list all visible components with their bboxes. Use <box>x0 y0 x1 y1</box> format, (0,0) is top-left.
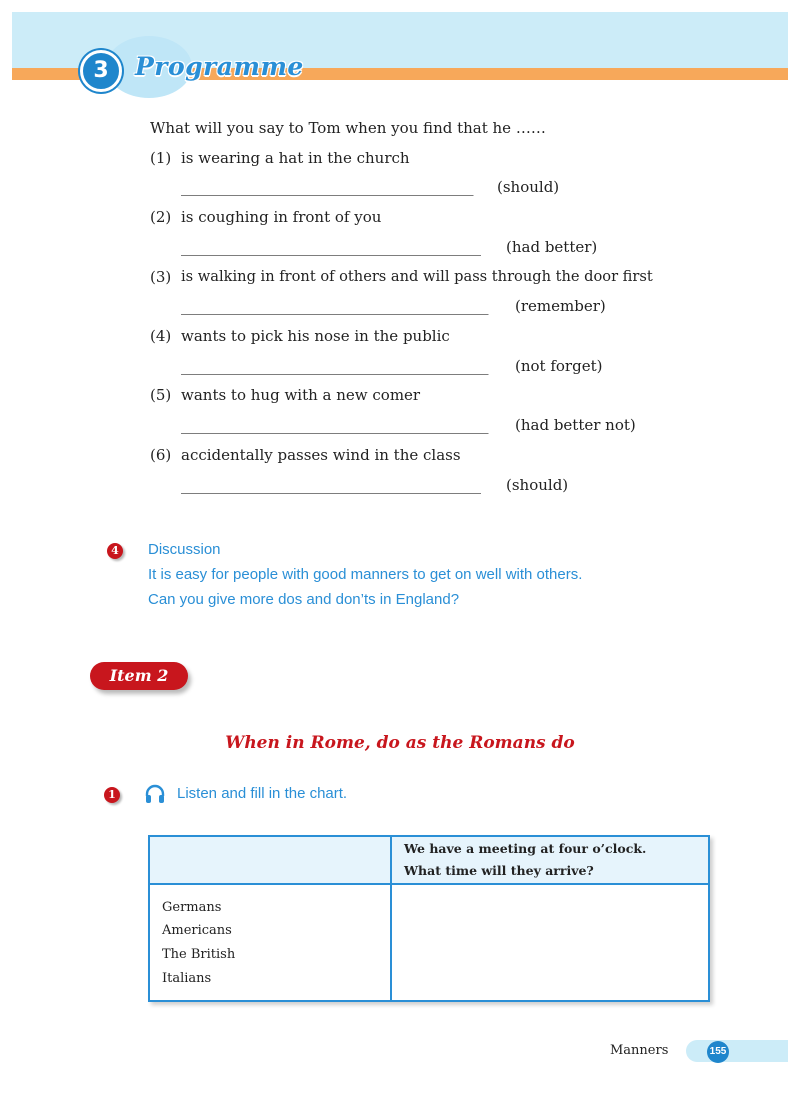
answer-blank[interactable]: ________________________________________ <box>181 476 481 494</box>
item-number: (3) <box>150 268 172 286</box>
item-label: Item 2 <box>90 662 188 690</box>
item-title: When in Rome, do as the Romans do <box>225 733 575 753</box>
listening-instruction: Listen and fill in the chart. <box>177 785 348 802</box>
discussion-line: Can you give more dos and don’ts in England? <box>148 591 460 608</box>
item-situation: is walking in front of others and will pass through the door first <box>181 268 653 285</box>
item-hint: (should) <box>497 178 560 196</box>
table-row-label: Americans <box>162 923 232 938</box>
section-number-badge: 3 <box>80 50 122 92</box>
item-situation: accidentally passes wind in the class <box>181 446 461 464</box>
listening-chart-table <box>148 835 710 1002</box>
item-number: (2) <box>150 208 172 226</box>
answer-blank[interactable]: ________________________________________ <box>181 238 481 256</box>
footer-band <box>686 1040 788 1062</box>
item-number: (1) <box>150 149 172 167</box>
item-hint: (not forget) <box>515 357 603 375</box>
listening-number-badge: 1 <box>104 787 120 803</box>
answer-blank[interactable]: _________________________________________ <box>181 297 489 315</box>
discussion-number-badge: 4 <box>107 543 123 559</box>
item-situation: is coughing in front of you <box>181 208 382 226</box>
table-row-label: The British <box>162 947 236 962</box>
headphones-icon <box>144 783 166 805</box>
item-hint: (had better not) <box>515 416 636 434</box>
exercise-prompt: What will you say to Tom when you find that he …… <box>150 119 546 137</box>
discussion-title: Discussion <box>148 541 221 558</box>
item-hint: (had better) <box>506 238 598 256</box>
table-column-divider <box>390 837 392 1000</box>
item-hint: (should) <box>506 476 569 494</box>
item-hint: (remember) <box>515 297 606 315</box>
item-number: (6) <box>150 446 172 464</box>
item-situation: wants to pick his nose in the public <box>181 327 450 345</box>
item-situation: wants to hug with a new comer <box>181 386 421 404</box>
footer-unit-label: Manners <box>610 1043 669 1058</box>
answer-blank[interactable]: _______________________________________ <box>181 178 474 196</box>
page-number: 155 <box>707 1041 729 1063</box>
item-number: (5) <box>150 386 172 404</box>
table-header-line: We have a meeting at four o’clock. <box>404 841 647 856</box>
item-number: (4) <box>150 327 172 345</box>
table-row-label: Germans <box>162 900 222 915</box>
table-row-label: Italians <box>162 971 212 986</box>
item-situation: is wearing a hat in the church <box>181 149 410 167</box>
discussion-line: It is easy for people with good manners to get on well with others. <box>148 566 583 583</box>
answer-blank[interactable]: _________________________________________ <box>181 357 489 375</box>
answer-blank[interactable]: _________________________________________ <box>181 416 489 434</box>
section-title: Programme <box>135 52 304 81</box>
table-header-line: What time will they arrive? <box>404 863 594 878</box>
